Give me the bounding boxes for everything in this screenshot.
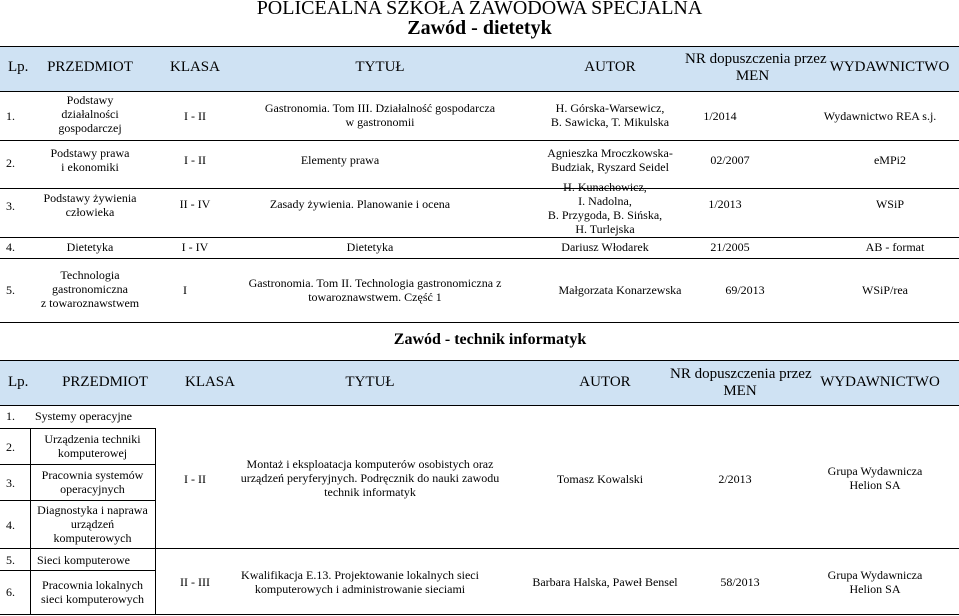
row-lp: 5. — [6, 283, 15, 297]
group-title: Kwalifikacja E.13. Projektowanie lokalnych sieci komputerowych i administrowanie sieciami — [241, 568, 479, 596]
school-title: POLICEALNA SZKOŁA ZAWODOWA SPECJALNA — [256, 0, 703, 19]
row-subject: Technologia gastronomiczna z towaroznawstwem — [40, 268, 140, 310]
row-lp: 2. — [6, 440, 15, 454]
row-publisher: WSiP/rea — [862, 283, 908, 297]
group-publisher: Grupa Wydawnicza Helion SA — [827, 464, 923, 492]
group-author: Barbara Halska, Paweł Bensel — [532, 575, 678, 589]
row-lp: 6. — [6, 585, 15, 599]
row-subject: Sieci komputerowe — [37, 553, 130, 567]
row-class: I - IV — [181, 240, 209, 254]
header-class: KLASA — [184, 374, 235, 390]
row-subject: Pracownia systemów operacyjnych — [41, 468, 144, 496]
row-subject: Pracownia lokalnych sieci komputerowych — [41, 578, 144, 606]
group-publisher: Grupa Wydawnicza Helion SA — [827, 568, 923, 596]
profession-title-informatyk: Zawód - technik informatyk — [393, 331, 587, 348]
header-lp: Lp. — [8, 59, 29, 75]
row-title: Dietetyka — [346, 240, 394, 254]
row-class: I - II — [184, 153, 206, 167]
row-lp: 4. — [6, 518, 15, 532]
row-publisher: Wydawnictwo REA s.j. — [823, 109, 937, 123]
header-author: AUTOR — [584, 59, 636, 75]
row-subject: Urządzenia techniki komputerowej — [44, 432, 141, 460]
group-title: Montaż i eksploatacja komputerów osobistych oraz urządzeń peryferyjnych. Podręcznik do nauki zawodu technik informatyk — [240, 457, 500, 499]
row-subject: Diagnostyka i naprawa urządzeń komputerowych — [37, 503, 148, 545]
row-nr: 1/2013 — [708, 197, 742, 211]
header-nr-line2: MEN — [723, 383, 757, 399]
row-title: Gastronomia. Tom III. Działalność gospodarcza w gastronomii — [264, 101, 496, 129]
row-subject: Podstawy działalności gospodarczej — [58, 93, 122, 135]
group-class: I - II — [184, 472, 206, 486]
group-author: Tomasz Kowalski — [556, 472, 644, 486]
row-publisher: AB - format — [865, 240, 925, 254]
row-author: Agnieszka Mroczkowska- Budziak, Ryszard Seidel — [547, 146, 673, 174]
row-lp: 1. — [6, 409, 15, 423]
header-title: TYTUŁ — [345, 374, 395, 390]
group-class: II - III — [180, 575, 210, 589]
row-lp: 4. — [6, 240, 15, 254]
row-nr: 02/2007 — [710, 153, 750, 167]
row-lp: 3. — [6, 476, 15, 490]
row-lp: 1. — [6, 109, 15, 123]
group-nr: 2/2013 — [718, 472, 752, 486]
header-nr-line2: MEN — [735, 68, 770, 84]
row-subject: Podstawy prawa i ekonomiki — [50, 146, 130, 174]
row-lp: 5. — [6, 553, 15, 567]
row-title: Zasady żywienia. Planowanie i ocena — [269, 197, 451, 211]
header-title: TYTUŁ — [355, 59, 405, 75]
row-title: Gastronomia. Tom II. Technologia gastronomiczna z towaroznawstwem. Część 1 — [248, 276, 502, 304]
header-nr-line1: NR dopuszczenia przez — [685, 51, 827, 67]
profession-title-dietetyk: Zawód - dietetyk — [407, 17, 552, 39]
group-nr: 58/2013 — [720, 575, 760, 589]
row-publisher: eMPi2 — [873, 153, 906, 167]
row-lp: 3. — [6, 199, 15, 213]
row-author: H. Kunachowicz, I. Nadolna, B. Przygoda, B. Sińska, H. Turlejska — [547, 180, 663, 236]
header-publisher: WYDAWNICTWO — [820, 374, 940, 390]
row-author: Małgorzata Konarzewska — [558, 283, 682, 297]
row-class: II - IV — [179, 197, 211, 211]
header-class: KLASA — [169, 59, 220, 75]
row-subject: Systemy operacyjne — [35, 409, 132, 423]
header-nr-line1: NR dopuszczenia przez — [670, 366, 812, 382]
row-class: I — [183, 283, 187, 297]
row-subject: Podstawy żywienia człowieka — [43, 191, 137, 219]
row-nr: 1/2014 — [703, 109, 737, 123]
row-title: Elementy prawa — [300, 153, 380, 167]
row-nr: 21/2005 — [710, 240, 750, 254]
header-publisher: WYDAWNICTWO — [829, 59, 950, 75]
row-nr: 69/2013 — [725, 283, 765, 297]
header-subject: PRZEDMIOT — [62, 374, 148, 390]
row-author: Dariusz Włodarek — [561, 240, 649, 254]
row-publisher: WSiP — [875, 197, 904, 211]
row-lp: 2. — [6, 156, 15, 170]
header-author: AUTOR — [579, 374, 631, 390]
row-subject: Dietetyka — [66, 240, 114, 254]
header-lp: Lp. — [8, 374, 29, 390]
row-author: H. Górska-Warsewicz, B. Sawicka, T. Mikulska — [550, 101, 670, 129]
row-class: I - II — [184, 109, 206, 123]
header-subject: PRZEDMIOT — [47, 59, 133, 75]
